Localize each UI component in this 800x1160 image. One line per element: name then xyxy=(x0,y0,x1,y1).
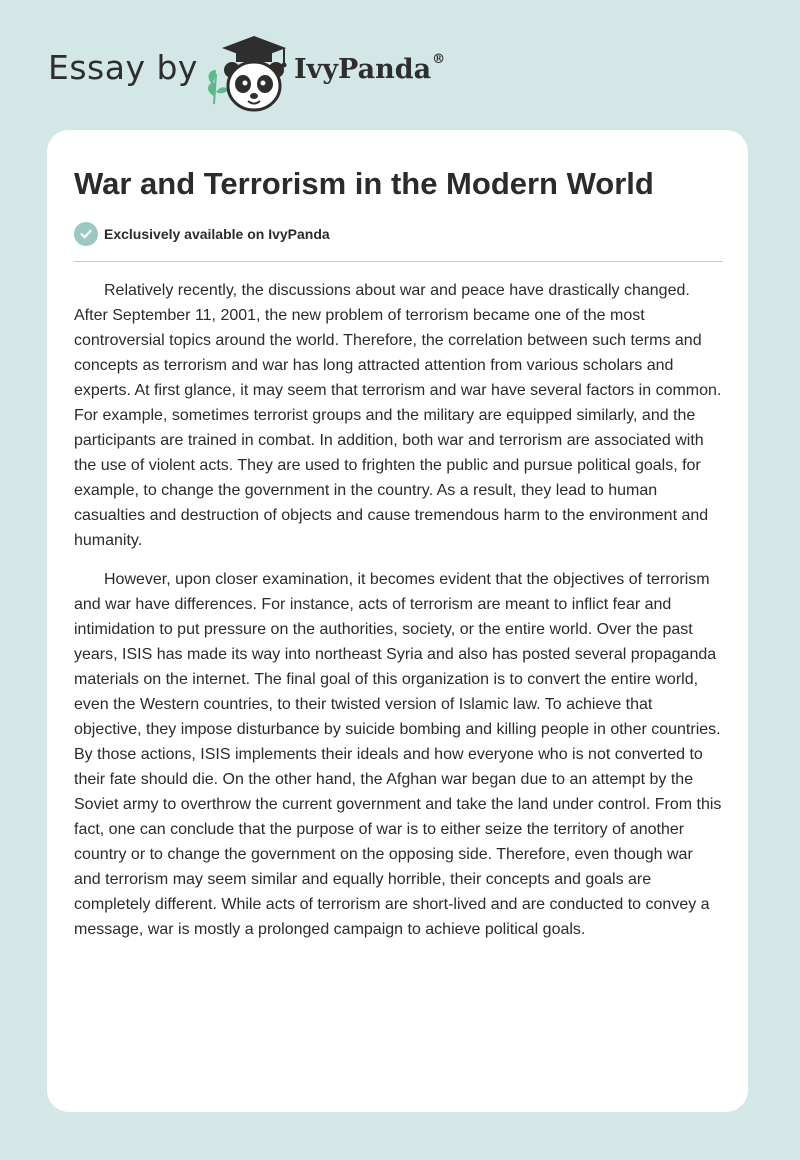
paragraph: However, upon closer examination, it becomes evident that the objectives of terrorism and war have differences. For instance, acts of terrorism are meant to inflict fear and intimidation to put pressure on the authorities, society, or the entire world. Over the past years, ISIS has made its way into northeast Syria and also has posted several propaganda materials on the internet. The final goal of this organization is to convert the entire world, even the Western countries, to their twisted version of Islamic law. To achieve that objective, they impose disturbance by suicide bombing and killing people in other countries. By those actions, ISIS implements their ideals and how everyone who is not converted to their fate should die. On the other hand, the Afghan war began due to an attempt by the Soviet army to overthrow the current government and take the land under control. From this fact, one can conclude that the purpose of war is to either seize the territory of another country or to change the government on the opposing side. Therefore, even though war and terrorism may seem similar and equally horrible, their concepts and goals are completely different. While acts of terrorism are short-lived and are conducted to convey a message, war is mostly a prolonged campaign to achieve political goals. xyxy=(74,571,722,938)
essay-body xyxy=(74,278,723,956)
brand-text: IvyPanda xyxy=(294,54,432,85)
paragraph: Relatively recently, the discussions about war and peace have drastically changed. After September 11, 2001, the new problem of terrorism became one of the most controversial topics around the world. Therefore, the correlation between such terms and concepts as terrorism and war has long attracted attention from various scholars and experts. At first glance, it may seem that terrorism and war have several factors in common. For example, sometimes terrorist groups and the military are equipped similarly, and the participants are trained in combat. In addition, both war and terrorism are associated with the use of violent acts. They are used to frighten the public and pursue political goals, for example, to change the government in the country. As a result, they lead to human casualties and destruction of objects and cause tremendous harm to the environment and humanity. xyxy=(74,282,722,549)
brand-name[interactable] xyxy=(294,54,445,85)
exclusive-badge-label: Exclusively available on IvyPanda xyxy=(104,226,330,242)
page-title: War and Terrorism in the Modern World xyxy=(74,166,654,201)
divider xyxy=(74,261,723,262)
registered-mark: ® xyxy=(432,52,446,67)
site-header xyxy=(48,34,488,114)
exclusive-badge xyxy=(74,222,330,246)
panda-graduate-icon[interactable] xyxy=(202,34,292,112)
check-circle-icon xyxy=(74,222,98,246)
essay-by-label: Essay by xyxy=(48,48,198,87)
essay-card xyxy=(47,130,748,1112)
